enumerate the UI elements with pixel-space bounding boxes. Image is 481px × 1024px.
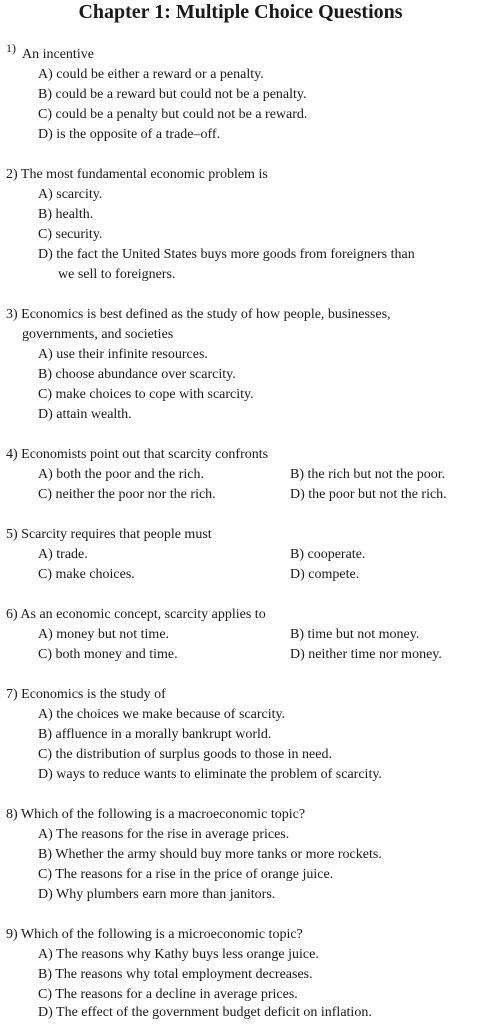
question-7-option-a: A) the choices we make because of scarcity. [38,707,286,722]
question-7-option-d: D) ways to reduce wants to eliminate the problem of scarcity. [38,767,382,782]
question-2-option-d-continued: we sell to foreigners. [58,267,176,282]
question-2-option-d: D) the fact the United States buys more goods from foreigners than [38,247,415,262]
question-8-option-a: A) The reasons for the rise in average prices. [38,827,290,842]
question-9-option-c: C) The reasons for a decline in average prices. [38,987,298,1002]
question-8-option-d: D) Why plumbers earn more than janitors. [38,887,276,902]
question-1-option-c: C) could be a penalty but could not be a reward. [38,107,308,122]
question-6-option-d: D) neither time nor money. [290,647,442,662]
question-3-option-b: B) choose abundance over scarcity. [38,367,236,382]
question-9-option-d: D) The effect of the government budget deficit on inflation. [38,1005,372,1020]
question-3-stem-continued: governments, and societies [22,327,174,342]
question-5-option-a: A) trade. [38,547,88,562]
question-6-stem: 6) As an economic concept, scarcity applies to [6,607,266,622]
question-8-stem: 8) Which of the following is a macroeconomic topic? [6,807,306,822]
question-3-option-d: D) attain wealth. [38,407,132,422]
question-1-option-d: D) is the opposite of a trade–off. [38,127,221,142]
question-2-option-c: C) security. [38,227,103,242]
question-7-option-b: B) affluence in a morally bankrupt world. [38,727,272,742]
question-9-option-b: B) The reasons why total employment decreases. [38,967,313,982]
question-7-stem: 7) Economics is the study of [6,687,166,702]
question-6-option-c: C) both money and time. [38,647,178,662]
question-4-option-c: C) neither the poor nor the rich. [38,487,216,502]
question-1-option-b: B) could be a reward but could not be a penalty. [38,87,307,102]
question-3-option-c: C) make choices to cope with scarcity. [38,387,254,402]
question-4-stem: 4) Economists point out that scarcity confronts [6,447,269,462]
question-5-option-b: B) cooperate. [290,547,366,562]
question-4-option-a: A) both the poor and the rich. [38,467,205,482]
question-5-stem: 5) Scarcity requires that people must [6,527,212,542]
question-8-option-c: C) The reasons for a rise in the price of orange juice. [38,867,334,882]
question-7-option-c: C) the distribution of surplus goods to those in need. [38,747,332,762]
question-2-option-a: A) scarcity. [38,187,103,202]
question-5-option-d: D) compete. [290,567,360,582]
question-4-option-d: D) the poor but not the rich. [290,487,447,502]
question-6-option-a: A) money but not time. [38,627,170,642]
question-3-option-a: A) use their infinite resources. [38,347,208,362]
question-9-stem: 9) Which of the following is a microeconomic topic? [6,927,303,942]
question-9-option-a: A) The reasons why Kathy buys less orange juice. [38,947,319,962]
question-1-stem: An incentive [22,47,94,62]
question-4-option-b: B) the rich but not the poor. [290,467,446,482]
page-title: Chapter 1: Multiple Choice Questions [78,1,403,23]
question-2-stem: 2) The most fundamental economic problem is [6,167,268,182]
question-8-option-b: B) Whether the army should buy more tanks or more rockets. [38,847,382,862]
question-3-stem: 3) Economics is best defined as the study of how people, businesses, [6,307,391,322]
question-5-option-c: C) make choices. [38,567,135,582]
question-1-option-a: A) could be either a reward or a penalty. [38,67,264,82]
question-6-option-b: B) time but not money. [290,627,420,642]
question-2-option-b: B) health. [38,207,94,222]
document-page: Chapter 1: Multiple Choice Questions 1) An incentive A) could be either a reward or a penalty. B) could be a reward but could not be a penalty. C) could be a penalty but could not be a reward. D) is the opposite of a trade–off. 2) The most fundamental economic problem is A) scarcity. B) health. C) security. D) the fact the United States buys more goods from foreigners than we sell to foreigners. 3) Economics is best defined as the study of how people, businesses, governments, and societies A) use their infinite resources. B) choose abundance over scarcity. C) make choices to cope with scarcity. D) attain wealth. 4) Economists point out that scarcity confronts A) both the poor and the rich. B) the rich but not the poor. C) neither the poor nor the rich. D) the poor but not the rich. 5) Scarcity requires that people must A) trade. B) cooperate. C) make choices. D) compete. 6) As an economic concept, scarcity applies to A) money but not time. B) time but not money. C) both money and time. D) neither time nor money. 7) Economics is the study of A) the choices we make because of scarcity. B) affluence in a morally bankrupt world. C) the distribution of surplus goods to those in need. D) ways to reduce wants to eliminate the problem of scarcity. 8) Which of the following is a macroeconomic topic? A) The reasons for the rise in average prices. B) Whether the army should buy more tanks or more rockets. C) The reasons for a rise in the price of orange juice. D) Why plumbers earn more than janitors. 9) Which of the following is a microeconomic topic? A) The reasons why Kathy buys less orange juice. B) The reasons why total employment decreases. C) The reasons for a decline in average prices. D) The effect of the government budget deficit on inflation. [0,0,481,1024]
